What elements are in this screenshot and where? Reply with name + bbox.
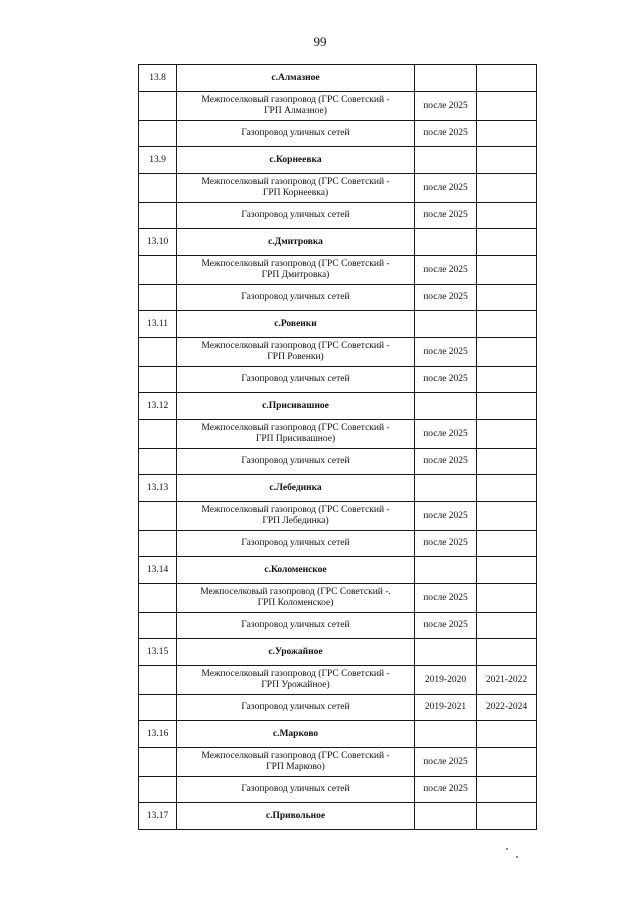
empty-cell [415,639,477,666]
village-name: с.Дмитровка [177,229,415,256]
empty-cell [415,475,477,502]
pipeline-description-line: Межпоселковый газопровод (ГРС Советский - [201,423,390,433]
extra-period [477,367,537,393]
street-network-row [139,777,537,803]
section-header-row [139,311,537,338]
village-name: с.Ровенки [177,311,415,338]
village-name: с.Коломенское [177,557,415,584]
village-name: с.Урожайное [177,639,415,666]
street-network-row [139,367,537,393]
empty-cell [139,203,177,229]
empty-cell [477,803,537,830]
street-network-description: Газопровод уличных сетей [177,285,415,311]
construction-period: после 2025 [415,420,477,449]
extra-period [477,92,537,121]
empty-cell [477,721,537,748]
street-network-row [139,613,537,639]
construction-period: после 2025 [415,203,477,229]
street-network-row [139,695,537,721]
construction-period: после 2025 [415,613,477,639]
construction-period: после 2025 [415,338,477,367]
empty-cell [139,502,177,531]
section-header-row [139,475,537,502]
section-header-row [139,229,537,256]
pipeline-description-line: ГРП Урожайное) [261,680,330,690]
empty-cell [477,393,537,420]
construction-period: после 2025 [415,285,477,311]
intersettlement-pipeline-row [139,666,537,695]
village-name: с.Привольное [177,803,415,830]
empty-cell [477,639,537,666]
extra-period [477,449,537,475]
empty-cell [139,338,177,367]
empty-cell [477,147,537,174]
empty-cell [139,449,177,475]
empty-cell [139,174,177,203]
intersettlement-pipeline-row [139,256,537,285]
pipeline-description-line: ГРП Лебединка) [262,516,329,526]
gas-pipeline-schedule-table [138,64,537,830]
empty-cell [477,475,537,502]
extra-period [477,338,537,367]
pipeline-description-line: Межпоселковый газопровод (ГРС Советский - [201,177,390,187]
village-name: с.Корнеевка [177,147,415,174]
intersettlement-pipeline-row [139,420,537,449]
pipeline-description-line: Межпоселковый газопровод (ГРС Советский - [201,505,390,515]
pipeline-description-line: ГРП Корнеевка) [262,188,329,198]
construction-period: после 2025 [415,777,477,803]
empty-cell [477,229,537,256]
intersettlement-pipeline-row [139,584,537,613]
pipeline-description-line: Межпоселковый газопровод (ГРС Советский - [201,259,390,269]
village-name: с.Алмазное [177,65,415,92]
extra-period [477,531,537,557]
intersettlement-pipeline-row [139,502,537,531]
section-number: 13.9 [139,147,177,174]
empty-cell [139,666,177,695]
street-network-row [139,121,537,147]
empty-cell [139,613,177,639]
construction-period: после 2025 [415,256,477,285]
section-number: 13.14 [139,557,177,584]
section-header-row [139,393,537,420]
pipeline-description [177,420,415,449]
section-number: 13.17 [139,803,177,830]
empty-cell [477,557,537,584]
empty-cell [477,311,537,338]
pipeline-description [177,748,415,777]
pipeline-description [177,584,415,613]
section-header-row [139,65,537,92]
extra-period [477,203,537,229]
pipeline-description-line: ГРП Марково) [266,762,325,772]
extra-period [477,285,537,311]
construction-period: после 2025 [415,92,477,121]
construction-period: после 2025 [415,174,477,203]
extra-period [477,777,537,803]
extra-period [477,121,537,147]
extra-period [477,174,537,203]
extra-period: 2021-2022 [477,666,537,695]
empty-cell [139,531,177,557]
extra-period [477,748,537,777]
section-number: 13.12 [139,393,177,420]
empty-cell [477,65,537,92]
construction-period: после 2025 [415,531,477,557]
extra-period [477,613,537,639]
construction-period: 2019-2021 [415,695,477,721]
intersettlement-pipeline-row [139,748,537,777]
section-number: 13.15 [139,639,177,666]
street-network-row [139,449,537,475]
pipeline-description-line: ГРП Присивашное) [255,434,336,444]
intersettlement-pipeline-row [139,92,537,121]
section-header-row [139,147,537,174]
street-network-row [139,203,537,229]
empty-cell [415,803,477,830]
pipeline-description [177,502,415,531]
scan-dust-mark [516,856,518,858]
pipeline-description-line: Межпоселковый газопровод (ГРС Советский - [201,341,390,351]
empty-cell [139,367,177,393]
section-number: 13.13 [139,475,177,502]
section-number: 13.10 [139,229,177,256]
street-network-description: Газопровод уличных сетей [177,531,415,557]
page-number: 99 [313,34,327,49]
street-network-description: Газопровод уличных сетей [177,367,415,393]
empty-cell [139,92,177,121]
pipeline-description [177,666,415,695]
schedule-body [139,65,537,830]
pipeline-description-line: Межпоселковый газопровод (ГРС Советский - [201,95,390,105]
village-name: с.Марково [177,721,415,748]
intersettlement-pipeline-row [139,338,537,367]
section-header-row [139,721,537,748]
section-header-row [139,803,537,830]
extra-period: 2022-2024 [477,695,537,721]
empty-cell [415,721,477,748]
section-number: 13.16 [139,721,177,748]
empty-cell [139,256,177,285]
street-network-description: Газопровод уличных сетей [177,203,415,229]
pipeline-description-line: Межпоселковый газопровод (ГРС Советский - [201,751,390,761]
construction-period: после 2025 [415,584,477,613]
construction-period: 2019-2020 [415,666,477,695]
pipeline-description-line: Межпоселковый газопровод (ГРС Советский -. [200,587,391,597]
empty-cell [139,420,177,449]
intersettlement-pipeline-row [139,174,537,203]
pipeline-description [177,92,415,121]
extra-period [477,256,537,285]
section-number: 13.11 [139,311,177,338]
street-network-description: Газопровод уличных сетей [177,613,415,639]
empty-cell [415,229,477,256]
pipeline-description-line: ГРП Ровенки) [267,352,324,362]
extra-period [477,584,537,613]
street-network-description: Газопровод уличных сетей [177,695,415,721]
section-header-row [139,639,537,666]
street-network-row [139,531,537,557]
street-network-description: Газопровод уличных сетей [177,121,415,147]
empty-cell [139,584,177,613]
pipeline-description-line: Межпоселковый газопровод (ГРС Советский - [201,669,390,679]
scan-dust-mark [506,848,508,850]
pipeline-description [177,338,415,367]
empty-cell [415,393,477,420]
street-network-description: Газопровод уличных сетей [177,777,415,803]
construction-period: после 2025 [415,449,477,475]
empty-cell [139,695,177,721]
pipeline-description [177,174,415,203]
construction-period: после 2025 [415,121,477,147]
empty-cell [415,311,477,338]
empty-cell [415,557,477,584]
pipeline-description [177,256,415,285]
empty-cell [139,121,177,147]
empty-cell [139,285,177,311]
section-number: 13.8 [139,65,177,92]
empty-cell [139,748,177,777]
extra-period [477,420,537,449]
empty-cell [415,147,477,174]
village-name: с.Присивашное [177,393,415,420]
extra-period [477,502,537,531]
village-name: с.Лебединка [177,475,415,502]
pipeline-description-line: ГРП Коломенское) [257,598,334,608]
street-network-description: Газопровод уличных сетей [177,449,415,475]
construction-period: после 2025 [415,748,477,777]
empty-cell [415,65,477,92]
street-network-row [139,285,537,311]
empty-cell [139,777,177,803]
construction-period: после 2025 [415,367,477,393]
construction-period: после 2025 [415,502,477,531]
section-header-row [139,557,537,584]
pipeline-description-line: ГРП Алмазное) [264,106,327,116]
pipeline-description-line: ГРП Дмитровка) [261,270,330,280]
